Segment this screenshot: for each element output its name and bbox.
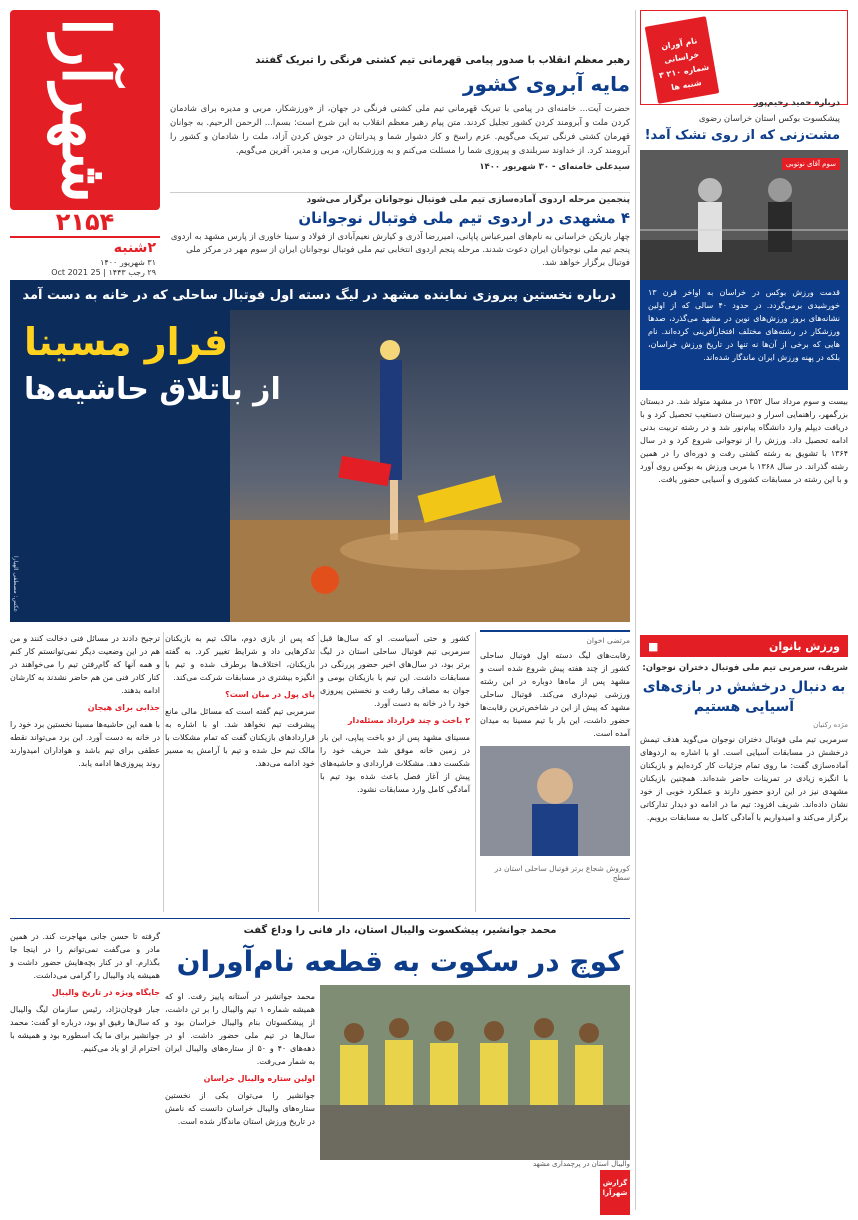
youth-body: چهار بازیکن خراسانی به نام‌های امیرعباس پاپانی، امیررضا آذری و کیارش نعیم‌آبادی از فولاد و سینا خاوری از پارس مشهد به اردوی پنجم تیم ملی نوجوانان ایران دعوت شدند. مرحله پنجم اردوی انتخابی تیم ملی فوتبال نوجوانان ایران از سوم مهر در مرکز ملی فوتبال برگزار خواهد شد. xyxy=(170,232,630,268)
team-photo-caption: والیبال استان در پرچمداری مشهد xyxy=(532,1160,630,1168)
beach-soccer-photo xyxy=(230,310,630,622)
youth-title: ۴ مشهدی در اردوی تیم ملی فوتبال نوجوانان xyxy=(298,209,630,227)
story-column-1-text-b: مسینای مشهد پس از دو باخت پیاپی، این بار در زمین خانه موفق شد حریف خود را شکست دهد. مشکلات قراردادی و حاشیه‌های پیش از آغاز فصل باعث شده بود تیم با آمادگی کامل وارد مسابقات نشود. xyxy=(320,733,470,794)
profile-subtitle: پیشکسوت بوکس استان خراسان رضوی xyxy=(698,114,840,124)
column-divider xyxy=(163,632,164,912)
obituary-title: کوچ در سکوت به قطعه نام‌آوران xyxy=(176,945,624,978)
story-column-2-subhead: پای پول در میان است؟ xyxy=(225,690,315,699)
story-column-3-text-b: با همه این حاشیه‌ها مسینا نخستین برد خود را در خانه به دست آورد. این برد می‌تواند نقطه عطفی برای تیم باشد و هواداران امیدوارند روند پیروزی‌ها ادامه یابد. xyxy=(10,720,160,768)
column-divider xyxy=(318,632,319,912)
youth-football-article xyxy=(170,195,630,275)
story-column-2-text-b: سرمربی تیم گفته است که مسائل مالی مانع پیشرفت تیم نخواهد شد. او با اشاره به قراردادهای بازیکنان گفت که تمام مشکلات با مالک تیم حل شده و تیم با آرامش به مسیر خود ادامه می‌دهد. xyxy=(165,707,315,768)
archive-boxing-photo xyxy=(640,150,848,280)
volleyball-team-photo xyxy=(320,985,630,1160)
leader-sign: سیدعلی خامنه‌ای - ۳۰ شهریور ۱۴۰۰ xyxy=(479,162,630,172)
story-column-2-text: که پس از بازی دوم، مالک تیم به بازیکنان تذکرهایی داد و شرایط تغییر کرد. به گفته بازیکنان، اختلاف‌ها برطرف شده و تیم با انگیزه بیشتری در مسابقات شرکت می‌کند. xyxy=(165,634,315,682)
leader-title: مایه آبروی کشور xyxy=(462,72,630,96)
archive-body: بیست و سوم مرداد سال ۱۳۵۲ در مشهد متولد شد. در دبستان بزرگمهر، راهنمایی اسرار و دبیرستان دستغیب تحصیل کرد و با دریافت دیپلم وارد دانشگاه پیام‌نور شد و در رشته تربیت بدنی ادامه تحصیل داد. ورزش را از نوجوانی شروع کرد و در سال ۱۳۶۴ با تشویق به رشته کشتی رفت و دوره‌ای را در همین رشته گذراند. در سال ۱۳۶۸ با مربی ورزش به بوکس روی آورد و با این رشته در مسابقات کشوری و آسیایی حضور یافت. xyxy=(640,397,849,484)
story-column-3 xyxy=(10,632,160,770)
obituary-column-2 xyxy=(10,930,160,1055)
column-divider xyxy=(635,10,636,1210)
story-column-2 xyxy=(165,632,315,770)
women-sports-label: ورزش بانوان xyxy=(769,639,840,653)
analysis-body: رقابت‌های لیگ دسته اول فوتبال ساحلی کشور از چند هفته پیش شروع شده است و مشهد پس از ماه‌ها دوباره در این رشته ورزشی تیم‌داری می‌کند. فوتبال ساحلی مشهد که پیش از این در شاخص‌ترین رقابت‌ها حضور داشت، این بار با تیم مسینا به میدان آمده است. xyxy=(480,651,630,738)
column-divider xyxy=(475,632,476,912)
photo-credit: عکس: مصطفی الهیارا xyxy=(12,555,19,612)
obituary-column-1 xyxy=(165,990,315,1128)
archive-caption: سوم آقای نوتوبی xyxy=(782,158,840,170)
date-other: ۲۹ رجب ۱۴۴۳ | 25 Oct 2021 xyxy=(51,268,156,277)
section-divider xyxy=(10,918,630,919)
report-stamp: گزارش شهرآرا xyxy=(600,1170,630,1215)
series-promo xyxy=(640,10,848,105)
women-sports-header xyxy=(640,635,848,657)
analysis-column xyxy=(480,630,630,882)
story-column-1-text: کشور و حتی آسیاست. او که سال‌ها قبل سرمربی تیم فوتبال ساحلی استان در لیگ برتر بود، در سال‌های اخیر حضور پررنگی در مسابقات داشت. این تیم با بازیکنان بومی و جوان به مصاف رقبا رفت و نخستین پیروزی خود را در خانه به دست آورد. xyxy=(320,634,470,708)
hero-subtitle: از باتلاق حاشیه‌ها xyxy=(24,372,281,407)
profile-kicker: درباره حمید رحیم‌پور xyxy=(753,98,840,108)
profile-title: مشت‌زنی که از روی تشک آمد! xyxy=(644,128,840,143)
team-photo-image xyxy=(320,985,630,1160)
issue-number: ۲۱۵۴ xyxy=(55,208,115,236)
portrait-caption: کوروش شجاع برتر فوتبال ساحلی استان در سطح xyxy=(494,864,630,882)
logo-text: شهرآرا xyxy=(47,17,123,203)
story-column-3-subhead: جذابی برای هیجان xyxy=(87,703,160,712)
obituary-column-2-subhead: جایگاه ویژه در تاریخ والیبال xyxy=(51,988,160,997)
series-badge: نام آوران خراسانی شماره ۲۱۰ ۳ شنبه ها xyxy=(645,16,720,104)
date-persian: ۳۱ شهریور ۱۴۰۰ xyxy=(100,258,156,267)
leader-kicker: رهبر معظم انقلاب با صدور پیامی قهرمانی تیم کشتی فرنگی را تبریک گفتند xyxy=(255,55,630,66)
hero-story xyxy=(10,280,630,622)
obituary-kicker: محمد جوانشیر، پیشکسوت والیبال استان، دار فانی را وداع گفت xyxy=(243,925,557,936)
youth-kicker: پنجمین مرحله اردوی آماده‌سازی تیم ملی فوتبال نوجوانان برگزار می‌شود xyxy=(306,195,630,205)
women-icon: ■ xyxy=(648,639,659,653)
obituary-column-2-text: گرفته تا حسن جانی مهاجرت کند. در همین مادر و می‌گفت نمی‌توانم را در اینجا جا بگذارم. او در کنار بچه‌هایش حضور داشت و همیشه یاد والیبال را گرامی می‌داشت. xyxy=(10,932,160,980)
obituary-column-1-subhead: اولین ستاره والیبال خراسان xyxy=(203,1074,315,1083)
story-column-1 xyxy=(320,632,470,796)
story-column-3-text: ترجیح دادند در مسائل فنی دخالت کنند و من هم در این وضعیت دیگر نمی‌توانستم کار کنم و همه آنها که گام‌رفتن تیم را می‌خواهند در کنار کادر فنی من هم حاضر نشدند به کارشان ادامه بدهند. xyxy=(10,634,160,695)
obituary-column-1-text-b: جوانشیر را می‌توان یکی از نخستین ستاره‌های والیبال خراسان دانست که نامش در تاریخ ورزش استان ماندگار شده است. xyxy=(165,1091,315,1126)
date-box xyxy=(10,236,160,276)
hero-kicker: درباره نخستین پیروزی نماینده مشهد در لیگ دسته اول فوتبال ساحلی که در خانه به دست آمد xyxy=(22,288,616,303)
leader-body: حضرت آیت‌... خامنه‌ای در پیامی با تبریک قهرمانی تیم ملی کشتی فرنگی در جهان، از «ورزشکار، مربی و مدیره برای شادمان کردن ملت و آبرومند کردن کشور تجلیل کردند. متن پیام رهبر معظم انقلاب به این شرح است: بسم‌ا... الرحمن الرحیم. به جوانان قهرمان کشتی فرنگی تبریک می‌گویم. عزم راسخ و کار دشوار شما و پدرانتان در جوش کردن آزاد، ملت را شادمان و کشور را آبرومند کرد. از خداوند سربلندی و پیروزی شما را مسئلت می‌کنم و به ورزشکاران، مربی و مدیر، آفرین می‌گویم. xyxy=(170,104,630,156)
hero-title: فرار مسینا xyxy=(24,320,229,364)
women-body: سرمربی تیم ملی فوتبال دختران نوجوان می‌گوید هدف تیمش درخشش در مسابقات آسیایی است. او با اشاره به اردوهای آماده‌سازی گفت: ما روی تمام جزئیات کار کرده‌ایم و بازیکنان با انگیزه زیادی در تمرینات حاضر شده‌اند. همچنین بازیکنان مشهدی نیز در این اردو حضور دارند و عملکرد خوبی از خود نشان داده‌اند. شریف افزود: تیم ما در ادامه دو دیدار تدارکاتی برگزار می‌کند و امیدواریم با آمادگی کامل به مسابقات برویم. xyxy=(640,735,848,822)
women-title: به دنبال درخشش در بازی‌های آسیایی هستیم xyxy=(642,679,846,715)
women-sports-section xyxy=(640,635,848,824)
player-portrait xyxy=(480,746,630,856)
analysis-author: مرتضی اخوان xyxy=(586,636,630,645)
women-kicker: شریف، سرمربی تیم ملی فوتبال دختران نوجوان: xyxy=(642,663,848,673)
masthead xyxy=(10,10,160,275)
women-author: مژده رکنیان xyxy=(813,721,848,729)
archive-intro-box: قدمت ورزش بوکس در خراسان به اواخر قرن ۱۳ خورشیدی برمی‌گردد. در حدود ۴۰ سالی که از اولین نشانه‌های بروز ورزش‌های نوین در مشهد می‌گذرد، صدها ورزشکار در رشته‌های مختلف افتخارآفرینی کرده‌اند. نام هایی که برخی از آن‌ها نه تنها در تاریخ ورزش خراسان، بلکه در پهنه ورزش ایران ماندگار شده‌اند. xyxy=(640,280,848,390)
leader-article xyxy=(170,55,630,190)
obituary-column-1-text: محمد جوانشیر در آستانه پاییز رفت. او که همیشه شماره ۱ تیم والیبال را بر تن داشت، از پیشکسوتان بنام والیبال خراسان بود و سال‌ها در تیم ملی حضور داشت. او در دهه‌های ۴۰ و ۵۰ از ستاره‌های والیبال ایران به شمار می‌رفت. xyxy=(165,992,315,1066)
obituary-column-2-text-b: جبار قوچان‌نژاد، رئیس سازمان لیگ والیبال که سال‌ها رفیق او بود، درباره او گفت: محمد جوانشیر برای ما یک اسطوره بود و همیشه با احترام از او یاد می‌کنیم. xyxy=(10,1005,160,1053)
weekday: ۲شنبه xyxy=(113,240,156,256)
divider xyxy=(170,192,630,193)
story-column-1-subhead: ۲ باخت و چند قرارداد مسئله‌دار xyxy=(347,716,470,725)
logo xyxy=(10,10,160,210)
